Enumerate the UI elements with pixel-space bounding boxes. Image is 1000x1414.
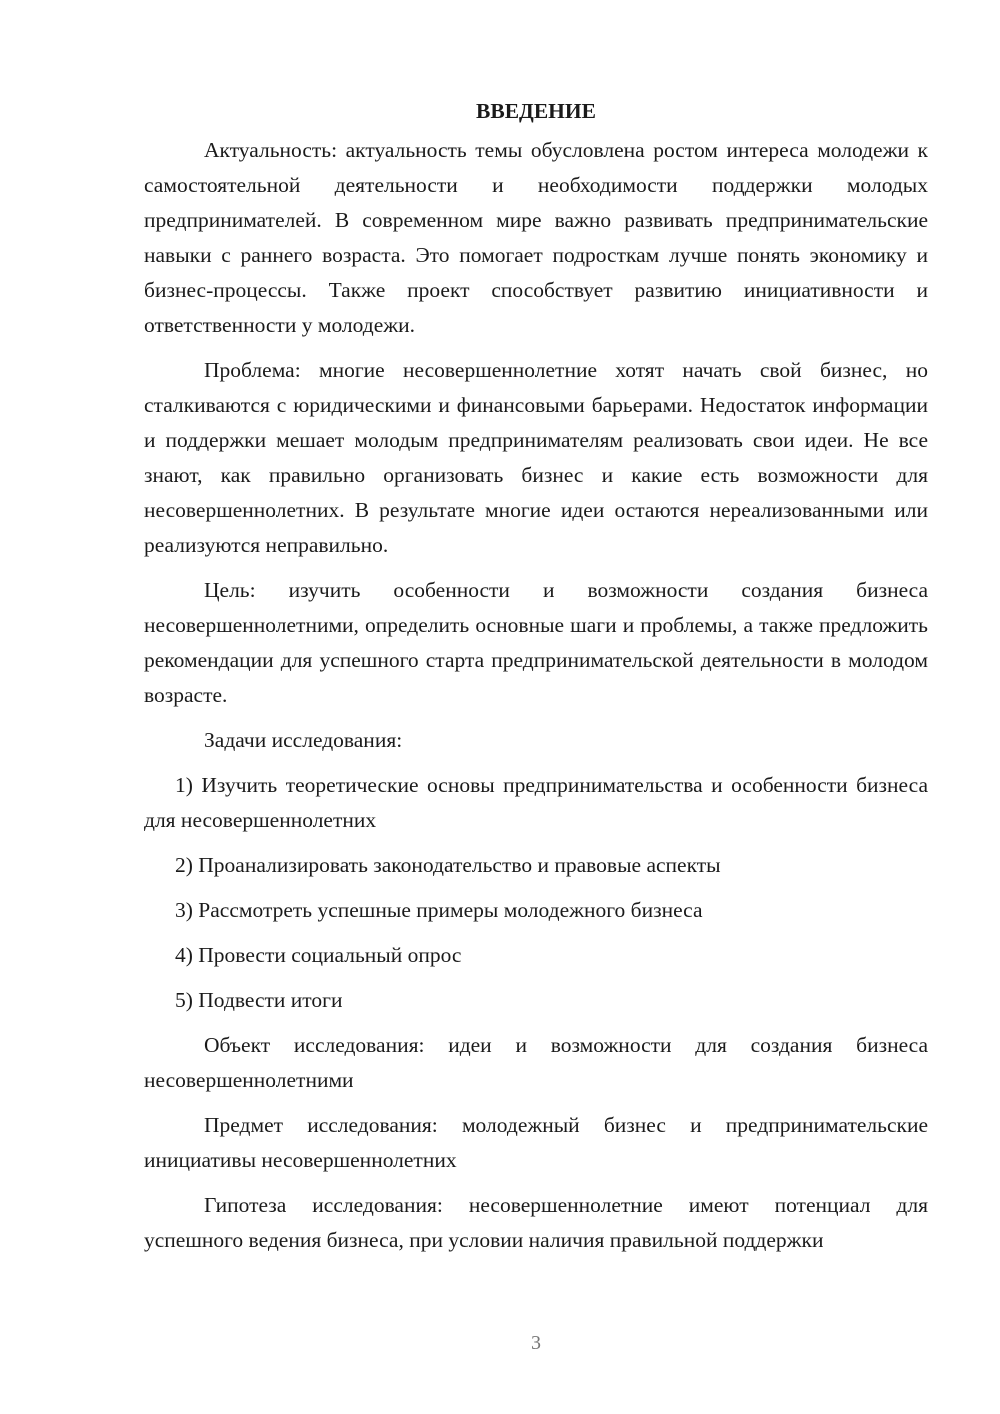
task-item-4: 4) Провести социальный опрос — [175, 943, 462, 967]
paragraph-problem: Проблема: многие несовершеннолетние хотят начать свой бизнес, но сталкиваются с юридическими и финансовыми барьерами. Недостаток информации и поддержки мешает молодым предпринимателям реализовать свои идеи. Не все знают, как правильно организовать бизнес и какие есть возможности для несовершеннолетних. В результате многие идеи остаются нереализованными или реализуются неправильно. — [144, 358, 928, 557]
paragraph-hypothesis: Гипотеза исследования: несовершеннолетние имеют потенциал для успешного ведения бизнеса, при условии наличия правильной поддержки — [144, 1193, 928, 1252]
paragraph-object: Объект исследования: идеи и возможности для создания бизнеса несовершеннолетними — [144, 1033, 928, 1092]
document-page — [144, 94, 928, 1268]
task-item-5: 5) Подвести итоги — [175, 988, 343, 1012]
tasks-label: Задачи исследования: — [204, 728, 403, 752]
task-item-3: 3) Рассмотреть успешные примеры молодежного бизнеса — [175, 898, 703, 922]
page-number: 3 — [531, 1332, 541, 1354]
paragraph-goal: Цель: изучить особенности и возможности создания бизнеса несовершеннолетними, определить основные шаги и проблемы, а также предложить рекомендации для успешного старта предпринимательской деятельности в молодом возрасте. — [144, 578, 928, 707]
paragraph-relevance: Актуальность: актуальность темы обусловлена ростом интереса молодежи к самостоятельной деятельности и необходимости поддержки молодых предпринимателей. В современном мире важно развивать предпринимательские навыки с раннего возраста. Это помогает подросткам лучше понять экономику и бизнес-процессы. Также проект способствует развитию инициативности и ответственности у молодежи. — [144, 138, 928, 337]
paragraph-subject: Предмет исследования: молодежный бизнес и предпринимательские инициативы несовершеннолетних — [144, 1113, 928, 1172]
section-title: ВВЕДЕНИЕ — [476, 99, 596, 123]
task-item-1: 1) Изучить теоретические основы предпринимательства и особенности бизнеса для несовершеннолетних — [144, 773, 928, 832]
task-item-2: 2) Проанализировать законодательство и правовые аспекты — [175, 853, 721, 877]
